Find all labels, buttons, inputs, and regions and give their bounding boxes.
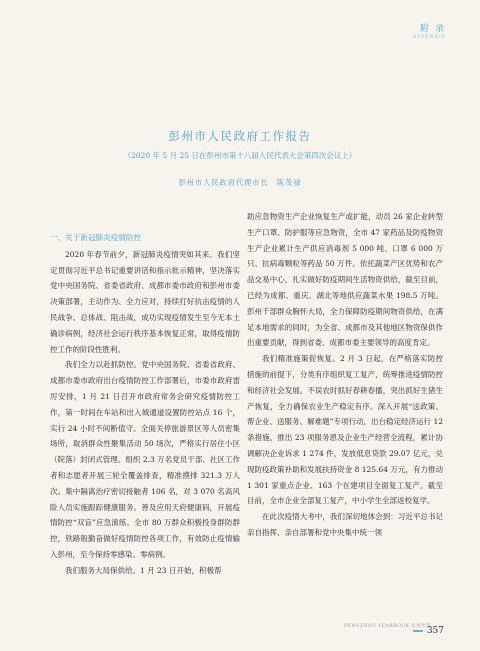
body-paragraph: 我们精准施策促恢复。2 月 3 日起，在严格落实防控措施的前提下，分类有序组织复工复产，统筹推进疫情防控和经济社会发展。不误农时抓好春耕春播，突出抓好生猪生产恢复，全力确保农业生产稳定有序。深入开展“送政策、帮企业、送服务、解难题”专项行动，出台稳定经济运行 12 条措施，推出 23 项服务恩及企业生产经营全流程，累计协调解决企业诉求 1 274 件，发放低息贷款 29.07 亿元，兑现防疫政策补助和发展扶持资金 8 125.64 万元，有力推动 1 301 家重点企业、163 个在建项目全面复工复产。截至目前，全市企业全部复工复产，中小学生全部返校复学。 bbox=[247, 354, 443, 506]
report-title: 彭州市人民政府工作报告 bbox=[168, 129, 312, 143]
page-number-bar bbox=[413, 630, 423, 632]
section-label-en: APPENDIX bbox=[412, 35, 446, 40]
right-column bbox=[247, 209, 443, 541]
body-paragraph: 我们全力以赴抓防控。党中央国务院、省委省政府、成都市委市政府出台疫情防控工作部署后，市委市政府雷厉安排，1 月 21 日召开市政府常务会研究疫情防控工作，第一时间在车站和出入城通道设置防控站点 16 个，实行 24 小时不间断值守。全面关停旅游景区等人员密集场所，取消群众性聚集活动 50 场次，严格实行居住小区（院落）封闭式管理。组织 2.3 万名党员干部、社区工作者和志愿者开展三轮全覆盖排查，精准摸排 321.3 万人次。集中隔离治疗密切接触者 106 名，对 3 070 名高风险人员实施跟踪健康服务。善及应用天府健康码，开展疫情防控“双盲”应急演练。全市 80 万群众积极投身群防群控，铁路般勤奋做好疫情防控各项工作，有效防止疫情输入彭州，至今保持零感染、零病例。 bbox=[50, 360, 240, 559]
body-paragraph: 我们服务大局保供给。1 月 23 日开始，积极帮 bbox=[65, 565, 222, 575]
body-paragraph: 助应急物资生产企业恢复生产或扩能，动员 26 家企业转型生产口罩、防护服等应急物资，全市 47 家药品及防疫物资生产企业累计生产供应消毒剂 5 000 吨、口罩 6 000 万只、抗病毒颗粒等药品 50 万件。依托蔬菜产区优势和农产品交易中心，扎实做好防疫期间生活物资供给，截至目前，已经为成都、重庆、湖北等地供应蔬菜水果 198.5 万吨。彭州千部群众胸怀大局，全力保障防疫期间物资供给，在满足本地需求的同时，为全省、成都市及其他地区物资保供作出重要贡献，得到省委、成都市委主要领导的高度肯定。 bbox=[247, 212, 443, 348]
page-number: 357 bbox=[426, 626, 444, 636]
footer-watermark: PENGZHOU YEARBOOK 彭州年鉴 bbox=[344, 624, 432, 629]
page-number-block bbox=[413, 626, 444, 636]
body-paragraph: 2020 年春节前夕，新冠肺炎疫情突如其来。我们坚定贯彻习近平总书记重要讲话和指示批示精神，坚决落实党中央国务院、省委省政府、成都市委市政府和彭州市委决策部署，主动作为、全力应对，持续打好抗击疫情的人民战争、总体战、阻击战，成功实现疫情发生至今无本土确诊病例，经济社会运行秩序基本恢复正常，取得疫情防控工作的阶段性胜利。 bbox=[50, 249, 240, 354]
report-author: 彭州市人民政府代理市长 陈茂禄 bbox=[178, 178, 302, 187]
running-header bbox=[413, 22, 446, 40]
left-column bbox=[50, 230, 240, 579]
report-subtitle: （2020 年 5 月 25 日在彭州市第十八届人民代表大会第四次会议上） bbox=[123, 151, 357, 160]
section-heading: 一、关于新冠肺炎疫情防控 bbox=[50, 233, 142, 242]
body-paragraph: 在此次疫情大考中，我们深切地体会到：习近平总书记亲自指挥、亲自部署和党中央集中统一领 bbox=[247, 512, 443, 537]
section-label: 附 录 bbox=[420, 24, 446, 34]
